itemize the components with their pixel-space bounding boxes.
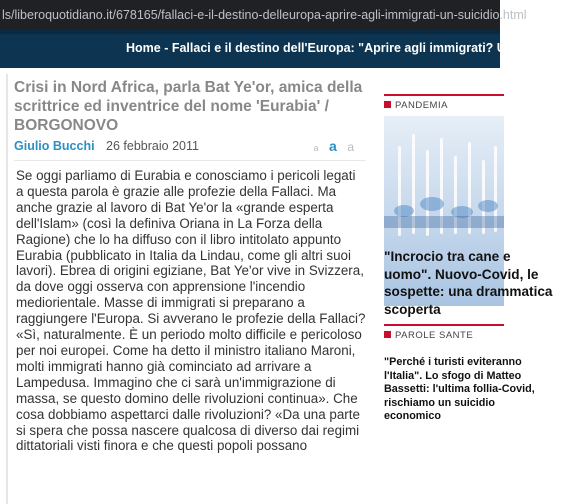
author-link[interactable]: Giulio Bucchi bbox=[14, 139, 95, 153]
sidebar bbox=[380, 68, 553, 500]
sidebar-story-title[interactable]: "Incrocio tra cane e uomo". Nuovo-Covid, le sospette: una drammatica scoperta bbox=[384, 249, 553, 317]
article-column bbox=[0, 68, 372, 500]
font-size-controls bbox=[307, 138, 354, 154]
site-navbar bbox=[0, 30, 570, 68]
sidebar-story-title[interactable]: "Perché i turisti eviteranno l'Italia". Lo sfogo di Matteo Bassetti: l'ultima follia-Covid, rischiamo un suicidio economico bbox=[384, 356, 535, 422]
section-label-pandemia[interactable]: PANDEMIA bbox=[384, 100, 448, 111]
section-marker-icon bbox=[384, 101, 391, 108]
section-rule bbox=[384, 94, 504, 96]
meta-divider bbox=[14, 160, 366, 161]
article-meta bbox=[14, 139, 364, 159]
article-headline: Crisi in Nord Africa, parla Bat Ye'or, amica della scrittrice ed inventrice del nome 'Eurabia' / BORGONOVO bbox=[14, 79, 363, 134]
address-bar[interactable]: ls/liberoquotidiano.it/678165/fallaci-e-il-destino-delleuropa-aprire-agli-immigrati-un-suicidio.html bbox=[0, 0, 500, 30]
section-label-parole-sante[interactable]: PAROLE SANTE bbox=[384, 330, 473, 341]
font-large-button[interactable]: a bbox=[347, 140, 354, 154]
column-border bbox=[6, 74, 8, 504]
publish-date: 26 febbraio 2011 bbox=[106, 139, 199, 153]
font-small-button[interactable]: a bbox=[313, 143, 319, 153]
section-marker-icon bbox=[384, 331, 391, 338]
breadcrumb[interactable]: Home - Fallaci e il destino dell'Europa: "Aprire agli immigrati? Un suicidio" bbox=[126, 41, 570, 55]
section-rule bbox=[384, 324, 504, 326]
font-medium-button[interactable]: a bbox=[329, 138, 337, 154]
article-body: Se oggi parliamo di Eurabia e conosciamo i pericoli legati a questa parola è grazie alle profezie della Fallaci. Ma anche grazie al lavoro di Bat Ye'or la «grande esperta dell'Islam» (così la definiva Oriana in La Forza della Ragione) che lo ha diffuso con il libro intitolato appunto Eurabia (pubblicato in Italia da Lindau, come gli altri suoi lavori). Ebrea di origini egiziane, Bat Ye'or vive in Svizzera, da dove oggi osserva con apprensione l'incendio mediorientale. Masse di immigrati si preparano a raggiungere l'Europa. Si avverano le profezie della Fallaci? «Sì, naturalmente. È un periodo molto difficile e pericoloso per noi europei. Come ha detto il ministro italiano Maroni, molti immigrati hanno già cominciato ad arrivare a Lampedusa. Immagino che ci sarà un'immigrazione di massa, se questo domino delle rivoluzioni continua». Che cosa dobbiamo aspettarci dalle rivoluzioni? «Da una parte si spera che possa nascere qualcosa di diverso dai regimi dittatoriali visti finora e che questi popoli possano bbox=[16, 168, 366, 454]
